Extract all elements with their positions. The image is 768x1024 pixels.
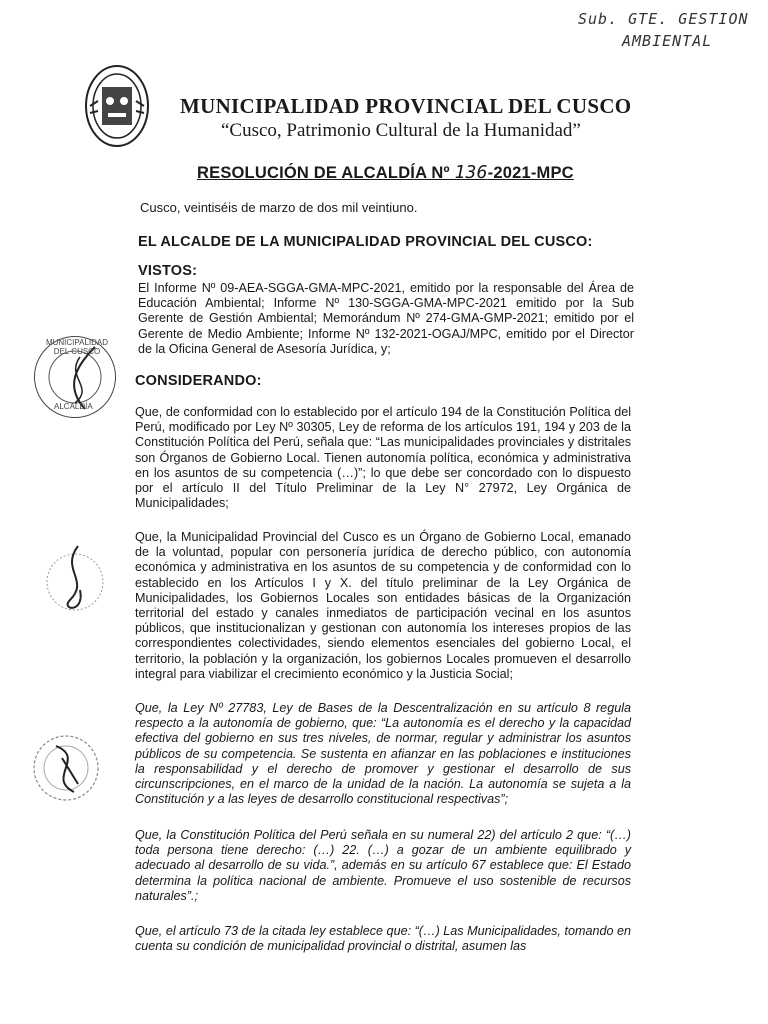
resolution-prefix: RESOLUCIÓN DE ALCALDÍA Nº	[197, 164, 455, 182]
considerando-paragraph-5: Que, el artículo 73 de la citada ley establece que: “(…) Las Municipalidades, tomando en cuenta su condición de municipalidad provincial o distrital, asumen las	[135, 924, 631, 954]
date-line: Cusco, veintiséis de marzo de dos mil veintiuno.	[140, 200, 418, 215]
handwritten-note-line-2: AMBIENTAL	[622, 32, 713, 50]
alcaldia-stamp-text-bottom: ALCALDÍA	[54, 402, 93, 411]
vistos-paragraph: El Informe Nº 09-AEA-SGGA-GMA-MPC-2021, emitido por la responsable del Área de Educación Ambiental; Informe Nº 130-SGGA-GMA-MPC-2021 emitido por la Sub Gerente de Gestión Ambiental; Memorándum Nº 274-GMA-GMP-2021; emitido por el Gerente de Medio Ambiente; Informe Nº 132-2021-OGAJ/MPC, emitido por el Director de la Oficina General de Asesoría Jurídica, y;	[138, 281, 634, 356]
considerando-heading: CONSIDERANDO:	[135, 373, 262, 389]
resolution-suffix: -2021-MPC	[487, 164, 574, 182]
handwritten-note-line-1: Sub. GTE. GESTION	[578, 10, 749, 28]
municipality-motto: “Cusco, Patrimonio Cultural de la Humanidad”	[221, 120, 581, 141]
vistos-heading: VISTOS:	[138, 263, 198, 279]
authority-heading: EL ALCALDE DE LA MUNICIPALIDAD PROVINCIAL DEL CUSCO:	[138, 234, 593, 250]
municipal-seal-logo	[84, 63, 150, 149]
signature-stamp-2	[40, 540, 110, 620]
considerando-paragraph-1: Que, de conformidad con lo establecido por el artículo 194 de la Constitución Política del Perú, modificado por Ley Nº 30305, Ley de reforma de los artículos 191, 194 y 203 de la Constitución Política del Perú, señala que: “Las municipalidades provinciales y distritales son Órganos de Gobierno Local. Tienen autonomía política, económica y administrativa en los asuntos de su competencia (…)”; lo que debe ser concordado con lo dispuesto por el artículo II del Título Preliminar de la Ley N° 27972, Ley Orgánica de Municipalidades;	[135, 405, 631, 511]
considerando-paragraph-4: Que, la Constitución Política del Perú señala en su numeral 22) del artículo 2 que: “(…) toda persona tiene derecho: (…) 22. (…) a gozar de un ambiente equilibrado y adecuado al desarrollo de su vida.”, además en su artículo 67 establece que: El Estado determina la política nacional de ambiente. Promueve el uso sostenible de recursos naturales”.;	[135, 828, 631, 903]
considerando-paragraph-3: Que, la Ley Nº 27783, Ley de Bases de la Descentralización en su artículo 8 regula respecto a la autonomía de gobierno, que: “La autonomía es el derecho y la capacidad efectiva del gobierno en sus tres niveles, de normar, regular y administrar los asuntos públicos de su competencia. Se sustenta en afianzar en las poblaciones e instituciones la responsabilidad y el derecho de promover y gestionar el desarrollo de sus circunscripciones, en el marco de la unidad de la nación. La autonomía se sujeta a la Constitución y a las leyes de desarrollo constitucional respectivas”;	[135, 701, 631, 807]
signature-stamp-3	[26, 728, 106, 808]
alcaldia-stamp-text-top: MUNICIPALIDAD DEL CUSCO	[45, 338, 109, 356]
resolution-number: 136	[454, 162, 488, 183]
considerando-paragraph-2: Que, la Municipalidad Provincial del Cusco es un Órgano de Gobierno Local, emanado de la voluntad, popular con personería jurídica de derecho público, con autonomía económica y administrativa en los asuntos de su competencia y de conformidad con lo establecido en los Artículos I y X. del título preliminar de la Ley Orgánica de Municipalidades, los Gobiernos Locales son entidades básicas de la Organización territorial del estado y canales inmediatos de participación vecinal en los asuntos públicos, que institucionalizan y gestionan con autonomía los intereses propios de las correspondientes colectividades, siendo elementos esenciales del gobierno Local, el territorio, la población y la organización, los gobiernos Locales promueven el desarrollo integral para viabilizar el crecimiento económico y la Justicia Social;	[135, 530, 631, 681]
resolution-title	[197, 162, 574, 183]
handwritten-note	[578, 10, 768, 50]
municipality-name: MUNICIPALIDAD PROVINCIAL DEL CUSCO	[180, 94, 632, 118]
